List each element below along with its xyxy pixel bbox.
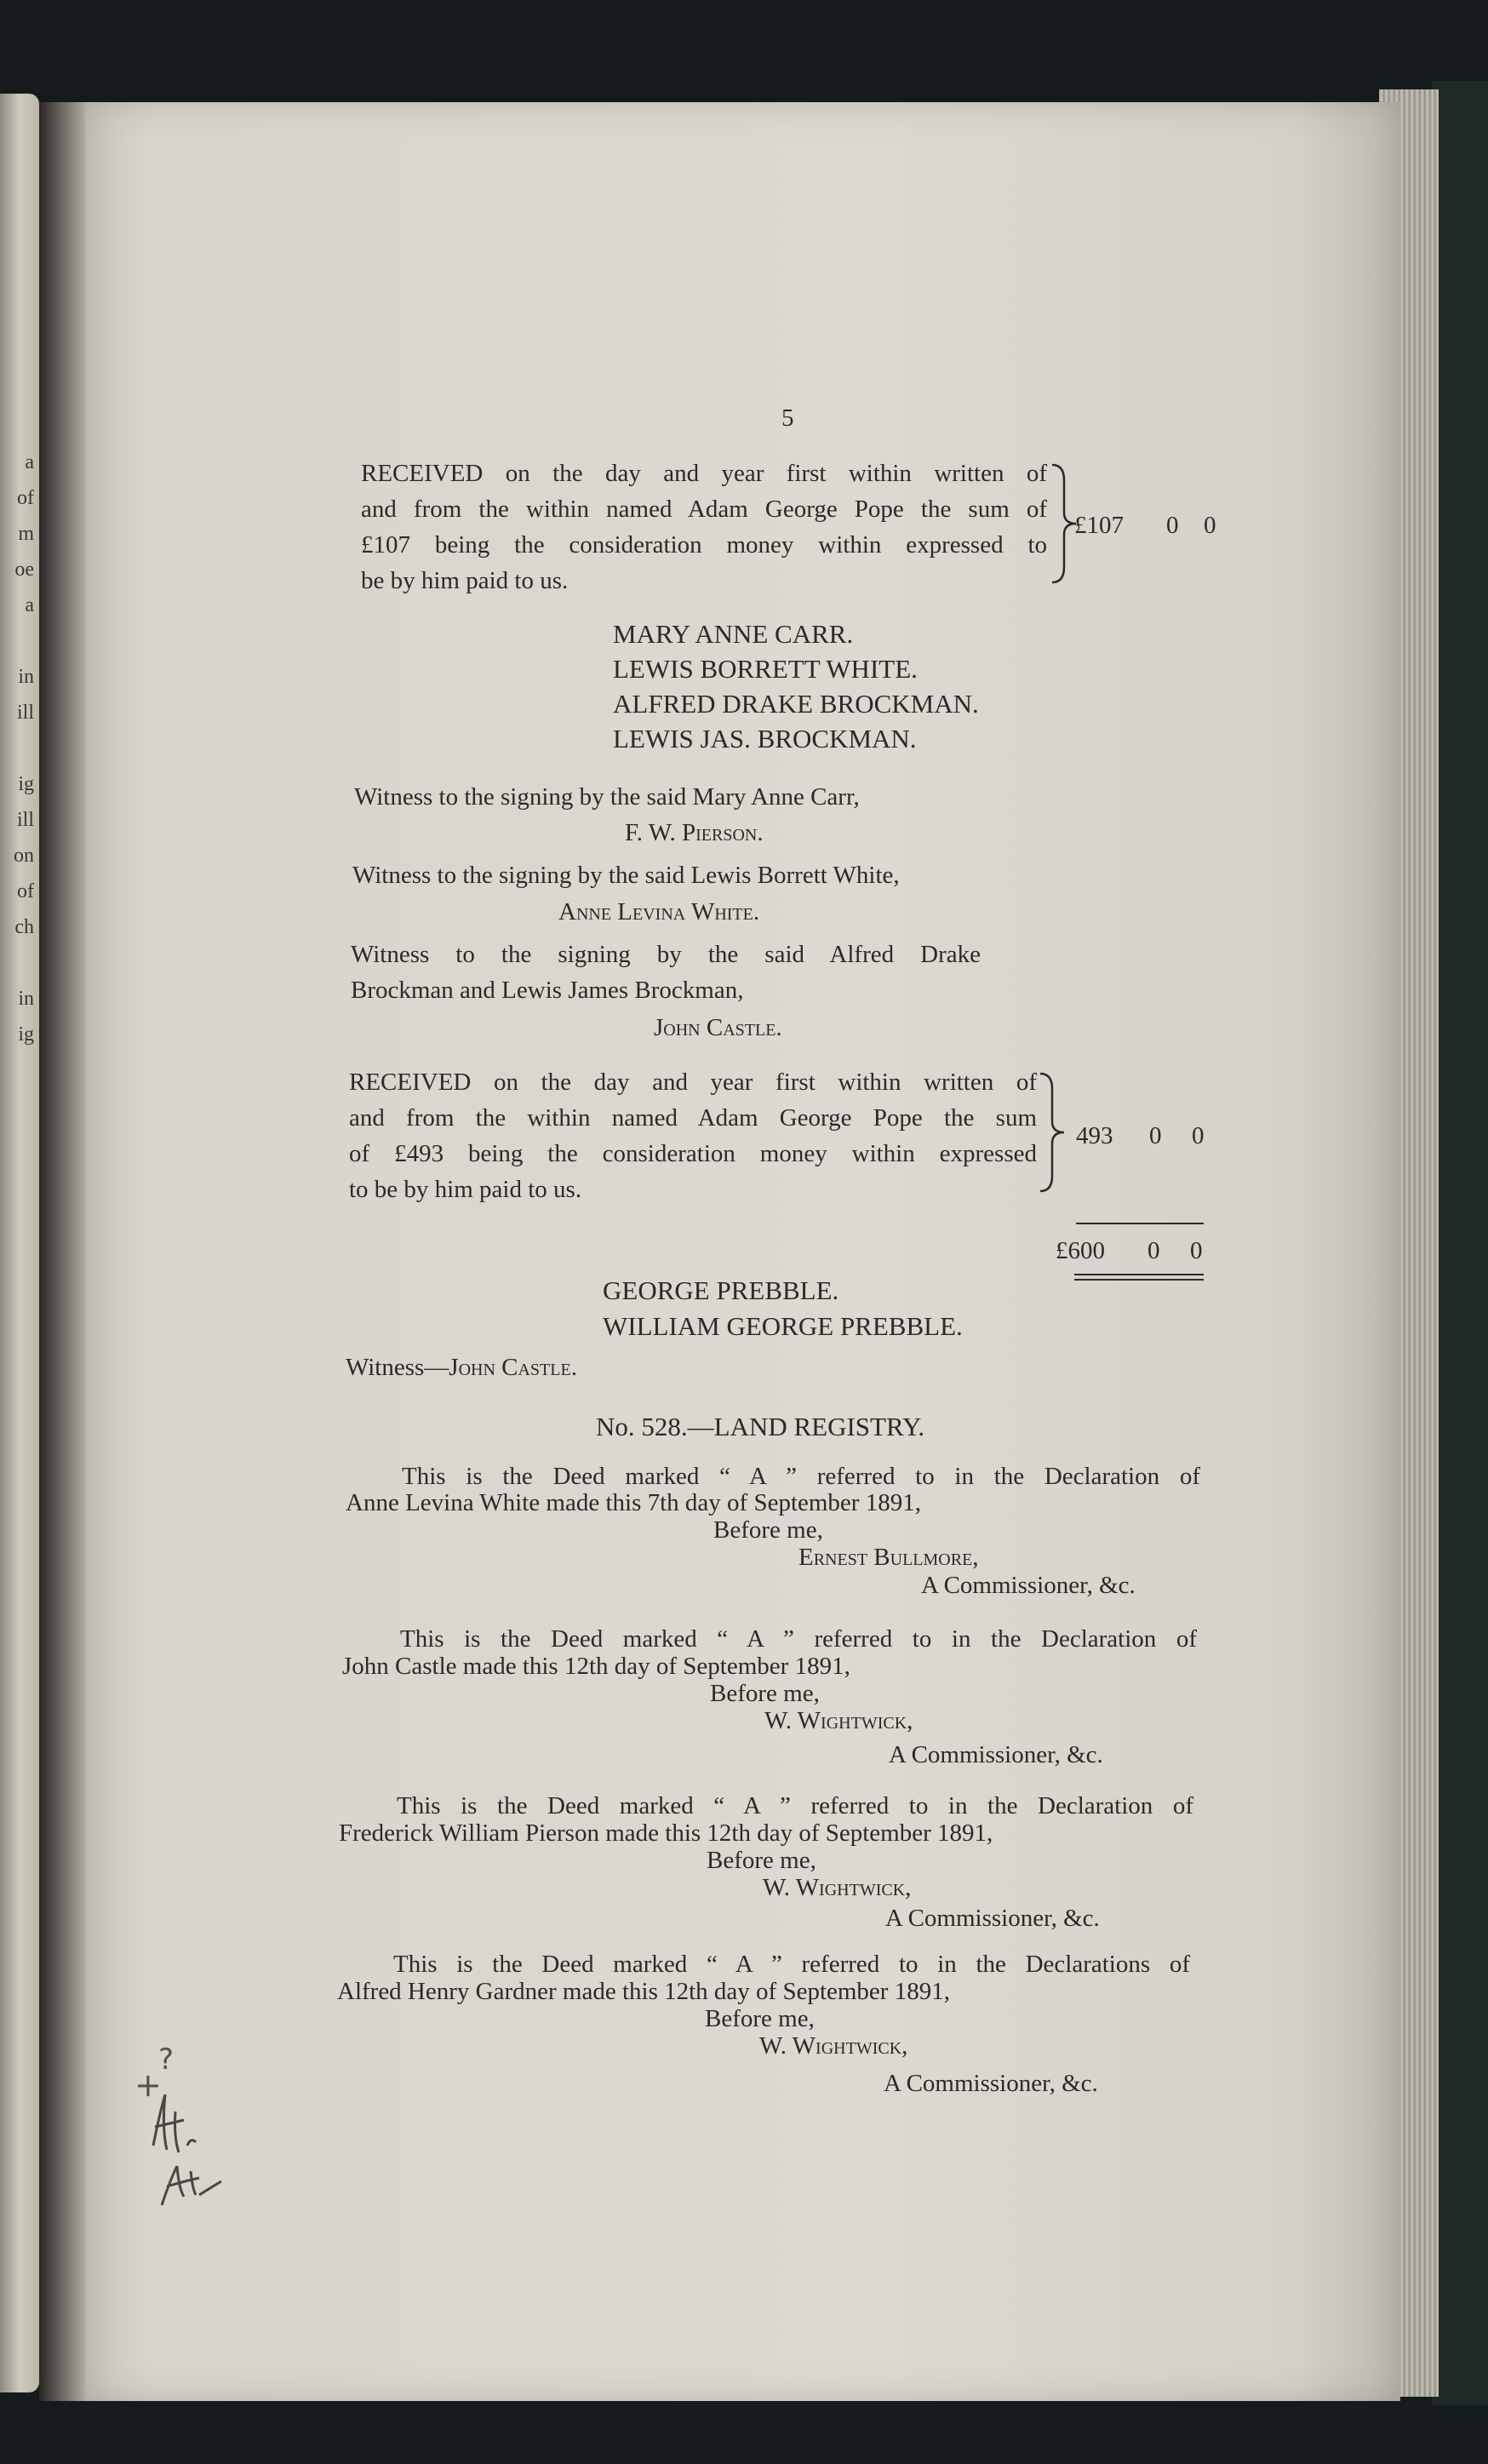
- receipt-1-amount: £107: [1074, 512, 1124, 539]
- witness-name: F. W. Pierson.: [625, 819, 764, 846]
- pencil-plus-mark: +: [134, 2066, 162, 2104]
- commissioner-title: A Commissioner, &c.: [885, 1905, 1100, 1932]
- receipt-2-line: of £493 being the consideration money within expressed: [349, 1140, 1037, 1167]
- receipt-1-line: RECEIVED on the day and year first within written of: [361, 460, 1047, 487]
- receipt-2-amount: 493: [1076, 1122, 1113, 1149]
- commissioner-title: A Commissioner, &c.: [889, 1741, 1103, 1768]
- pencil-initials-scribble: [136, 2086, 230, 2214]
- signatory: ALFRED DRAKE BROCKMAN.: [613, 689, 979, 719]
- pencil-question-mark: ?: [158, 2043, 175, 2077]
- commissioner-name: W. Wightwick,: [764, 1707, 913, 1734]
- witness-castle: [346, 1349, 577, 1385]
- witness-name: Anne Levina White.: [558, 898, 760, 925]
- document-page: [85, 102, 1400, 2401]
- declaration-before: Before me,: [705, 2005, 815, 2032]
- facing-page-text-fragment: oe: [14, 559, 34, 581]
- receipt-2-pence: 0: [1192, 1122, 1205, 1149]
- receipt-1-line: £107 being the consideration money within expressed to: [361, 531, 1047, 559]
- facing-page-text-fragment: a: [25, 451, 34, 473]
- receipt-2-brace: [1037, 1069, 1067, 1196]
- total-rule-bottom: [1074, 1279, 1204, 1281]
- witness-name: John Castle.: [654, 1014, 782, 1041]
- receipt-2-shillings: 0: [1149, 1122, 1162, 1149]
- facing-page-text-fragment: ig: [18, 1023, 34, 1046]
- declaration-line: John Castle made this 12th day of September 1891,: [342, 1653, 850, 1680]
- declaration-line: Frederick William Pierson made this 12th day of September 1891,: [339, 1819, 993, 1847]
- registry-heading: No. 528.—LAND REGISTRY.: [596, 1412, 925, 1441]
- facing-page-text-fragment: ch: [14, 916, 34, 938]
- witness-name: John Castle.: [449, 1354, 577, 1381]
- commissioner-name: W. Wightwick,: [759, 2032, 908, 2060]
- receipt-1-line: be by him paid to us.: [361, 567, 569, 594]
- witness-statement: Witness to the signing by the said Lewis Borrett White,: [352, 862, 900, 889]
- facing-page-text-fragment: ig: [18, 773, 34, 795]
- declaration-before: Before me,: [710, 1680, 820, 1707]
- declaration-before: Before me,: [713, 1516, 823, 1544]
- page-number: 5: [781, 404, 794, 432]
- facing-page-text-fragment: ill: [16, 809, 34, 831]
- facing-page: [0, 94, 39, 2392]
- receipt-1-line: and from the within named Adam George Pope the sum of: [361, 496, 1047, 523]
- declaration-line: This is the Deed marked “ A ” referred to in the Declaration of: [402, 1463, 1200, 1490]
- commissioner-name: W. Wightwick,: [763, 1874, 912, 1901]
- facing-page-text-fragment: ill: [16, 702, 34, 724]
- commissioner-title: A Commissioner, &c.: [921, 1572, 1136, 1599]
- signatory: LEWIS BORRETT WHITE.: [613, 654, 918, 684]
- facing-page-text-fragment: in: [18, 666, 34, 688]
- facing-page-text-fragment: a: [25, 594, 34, 616]
- receipt-2-line: to be by him paid to us.: [349, 1176, 582, 1203]
- total-shillings: 0: [1147, 1237, 1160, 1264]
- witness-statement: Witness to the signing by the said Alfred Drake: [351, 941, 981, 968]
- book-gutter: [39, 102, 90, 2401]
- commissioner-title: A Commissioner, &c.: [884, 2070, 1098, 2097]
- receipt-1-pence: 0: [1204, 512, 1216, 539]
- declaration-line: This is the Deed marked “ A ” referred to in the Declarations of: [393, 1951, 1190, 1978]
- signatory: MARY ANNE CARR.: [613, 619, 854, 649]
- facing-page-text-fragment: on: [14, 845, 34, 867]
- witness-statement: Witness to the signing by the said Mary Anne Carr,: [354, 783, 860, 811]
- total-amount: £600: [1056, 1237, 1105, 1264]
- declaration-line: Anne Levina White made this 7th day of September 1891,: [346, 1489, 921, 1516]
- receipt-2-line: and from the within named Adam George Pope the sum: [349, 1104, 1037, 1132]
- facing-page-text-fragment: of: [17, 487, 34, 509]
- facing-page-text-fragment: of: [17, 880, 34, 903]
- witness-label: Witness—: [346, 1354, 449, 1381]
- declaration-line: Alfred Henry Gardner made this 12th day of September 1891,: [337, 1978, 950, 2005]
- declaration-before: Before me,: [707, 1847, 816, 1874]
- facing-page-text-fragment: m: [18, 523, 34, 545]
- total-pence: 0: [1190, 1237, 1203, 1264]
- declaration-line: This is the Deed marked “ A ” referred to in the Declaration of: [400, 1625, 1197, 1653]
- declaration-line: This is the Deed marked “ A ” referred to in the Declaration of: [397, 1792, 1193, 1819]
- receipt-1-shillings: 0: [1166, 512, 1179, 539]
- facing-page-text-fragment: in: [18, 988, 34, 1010]
- signatory: LEWIS JAS. BROCKMAN.: [613, 724, 917, 754]
- book-cover-edge: [1432, 81, 1488, 2405]
- commissioner-name: Ernest Bullmore,: [798, 1544, 979, 1571]
- total-rule-top: [1076, 1223, 1204, 1224]
- total-rule-bottom: [1074, 1274, 1204, 1275]
- signatory: GEORGE PREBBLE.: [603, 1275, 839, 1305]
- signatory: WILLIAM GEORGE PREBBLE.: [603, 1311, 963, 1341]
- witness-statement: Brockman and Lewis James Brockman,: [351, 977, 744, 1004]
- receipt-2-line: RECEIVED on the day and year first within written of: [349, 1069, 1037, 1096]
